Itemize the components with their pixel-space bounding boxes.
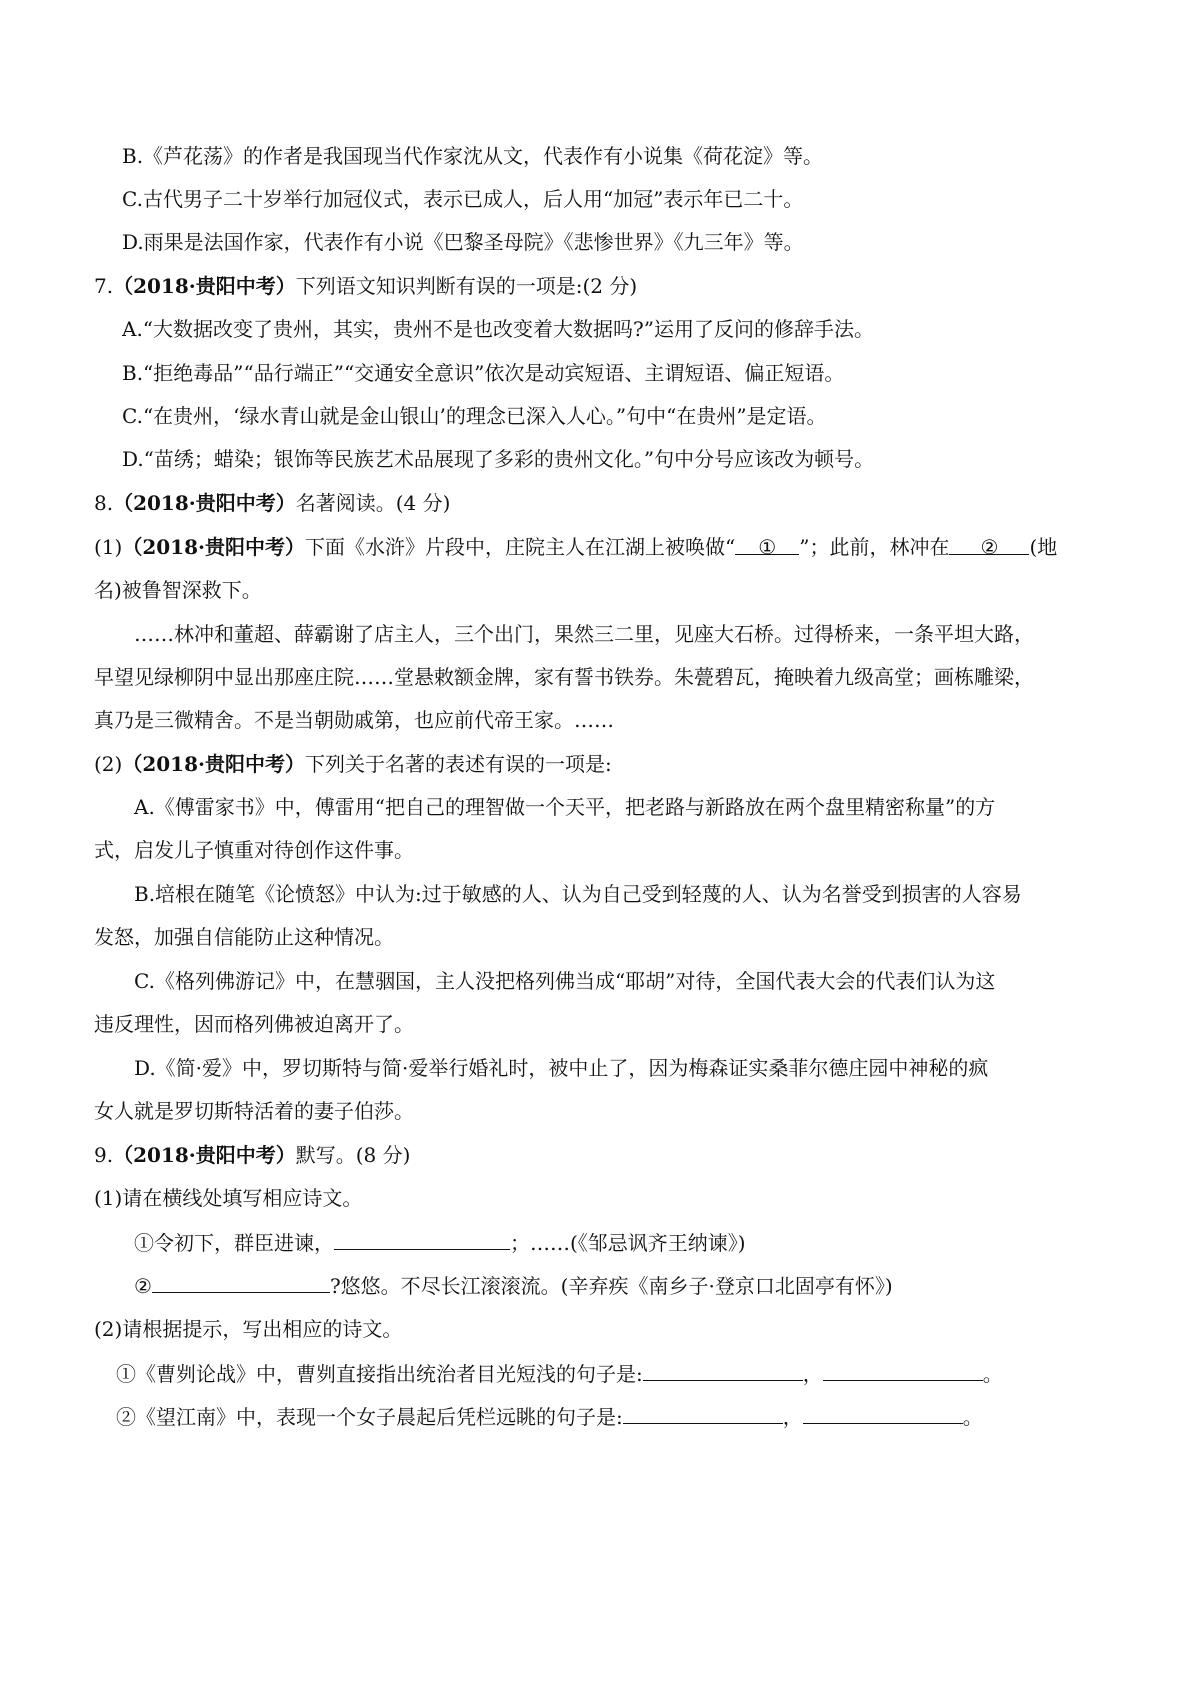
q9-l2-text-a: ② <box>134 1274 152 1298</box>
q8-part1-line2: 名)被鲁智深救下。 <box>94 578 262 602</box>
q6-option-d: D.雨果是法国作家，代表作有小说《巴黎圣母院》《悲惨世界》《九三年》等。 <box>122 230 804 254</box>
q7-option-d: D.“苗绣；蜡染；银饰等民族艺术品展现了多彩的贵州文化。”句中分号应该改为顿号。 <box>122 447 875 471</box>
q8-part2-source: （2018·贵阳中考） <box>122 752 305 776</box>
q9-l4-end: 。 <box>962 1405 983 1429</box>
q8-blank-1[interactable]: ① <box>735 534 799 555</box>
q7-number: 7. <box>94 274 114 298</box>
q9-source: （2018·贵阳中考） <box>113 1143 296 1167</box>
q9-part2-heading: (2)请根据提示，写出相应的诗文。 <box>94 1317 403 1341</box>
q9-l4-text-a: ②《望江南》中，表现一个女子晨起后凭栏远眺的句子是: <box>116 1405 623 1429</box>
q9-blank-3b[interactable] <box>823 1360 983 1381</box>
q9-blank-1[interactable] <box>334 1229 510 1250</box>
q9-number: 9. <box>94 1143 114 1167</box>
q8-passage-line2: 早望见绿柳阴中显出那座庄院……堂悬敕额金牌，家有誓书铁券。朱甍碧瓦，掩映着九级高堂；画栋雕梁， <box>94 665 1034 689</box>
q8-option-c-line1: C.《格列佛游记》中，在慧骃国，主人没把格列佛当成“耶胡”对待，全国代表大会的代表们认为这 <box>134 969 996 993</box>
q7-option-c: C.“在贵州，‘绿水青山就是金山银山’的理念已深入人心。”句中“在贵州”是定语。 <box>122 404 827 428</box>
q8-part1-prefix: (1) <box>94 535 123 559</box>
q9-l4-sep: ， <box>782 1405 803 1429</box>
q8-part1-source: （2018·贵阳中考） <box>122 535 305 559</box>
q8-option-a-line2: 式，启发儿子慎重对待创作这件事。 <box>94 838 414 862</box>
q9-l3-end: 。 <box>982 1362 1003 1386</box>
q7-heading <box>94 273 637 299</box>
q7-prompt: 下列语文知识判断有误的一项是:(2 分) <box>295 274 638 298</box>
q9-fill-line-2 <box>134 1272 893 1299</box>
q9-part1-heading: (1)请在横线处填写相应诗文。 <box>94 1186 363 1210</box>
q8-option-b-line1: B.培根在随笔《论愤怒》中认为:过于敏感的人、认为自己受到轻蔑的人、认为名誉受到损害的人容易 <box>134 882 1022 906</box>
q8-prompt: 名著阅读。(4 分) <box>295 491 451 515</box>
q8-option-d-line1: D.《简·爱》中，罗切斯特与简·爱举行婚礼时，被中止了，因为梅森证实桑菲尔德庄园中神秘的疯 <box>134 1056 989 1080</box>
q6-option-b: B.《芦花荡》的作者是我国现当代作家沈从文，代表作有小说集《荷花淀》等。 <box>122 144 824 168</box>
q9-blank-4b[interactable] <box>803 1403 963 1424</box>
q9-blank-3a[interactable] <box>643 1360 803 1381</box>
q6-option-c: C.古代男子二十岁举行加冠仪式，表示已成人，后人用“加冠”表示年已二十。 <box>122 187 804 211</box>
q9-fill-line-1 <box>134 1229 746 1256</box>
q8-part1-text-b: ”；此前，林冲在 <box>799 535 950 559</box>
q8-option-b-line2: 发怒，加强自信能防止这种情况。 <box>94 925 394 949</box>
q8-option-d-line2: 女人就是罗切斯特活着的妻子伯莎。 <box>94 1099 414 1123</box>
q9-blank-4a[interactable] <box>623 1403 783 1424</box>
q9-heading <box>94 1142 410 1168</box>
q7-option-a: A.“大数据改变了贵州，其实，贵州不是也改变着大数据吗?”运用了反问的修辞手法。 <box>122 317 874 341</box>
q9-fill-line-3 <box>116 1360 1003 1387</box>
q7-option-b: B.“拒绝毒品”“品行端正”“交通安全意识”依次是动宾短语、主谓短语、偏正短语。 <box>122 361 845 385</box>
q9-l2-text-b: ?悠悠。不尽长江滚滚流。(辛弃疾《南乡子·登京口北固亭有怀》) <box>329 1274 893 1298</box>
q9-l3-sep: ， <box>802 1362 823 1386</box>
q8-passage-line1: ……林冲和董超、薛霸谢了店主人，三个出门，果然三二里，见座大石桥。过得桥来，一条平坦大路， <box>134 622 1034 646</box>
q7-source: （2018·贵阳中考） <box>113 274 296 298</box>
q8-part1-text-c: (地 <box>1029 535 1058 559</box>
q8-source: （2018·贵阳中考） <box>113 491 296 515</box>
q8-part1-text-a: 下面《水浒》片段中，庄院主人在江湖上被唤做“ <box>304 535 736 559</box>
q8-heading <box>94 490 450 516</box>
q8-part2-prefix: (2) <box>94 752 123 776</box>
q9-prompt: 默写。(8 分) <box>295 1143 411 1167</box>
q9-fill-line-4 <box>116 1403 983 1430</box>
q8-blank-2[interactable]: ② <box>949 534 1029 555</box>
q8-option-a-line1: A.《傅雷家书》中，傅雷用“把自己的理智做一个天平，把老路与新路放在两个盘里精密称量”的方 <box>134 795 996 819</box>
q9-l1-text-a: ①令初下，群臣进谏， <box>134 1231 334 1255</box>
q8-option-c-line2: 违反理性，因而格列佛被迫离开了。 <box>94 1012 414 1036</box>
q8-part2-prompt: 下列关于名著的表述有误的一项是: <box>304 752 612 776</box>
q9-l3-text-a: ①《曹刿论战》中，曹刿直接指出统治者目光短浅的句子是: <box>116 1362 643 1386</box>
q8-passage-line3: 真乃是三微精舍。不是当朝勋戚第，也应前代帝王家。…… <box>94 708 614 732</box>
q9-l1-text-b: ；……(《邹忌讽齐王纳谏》) <box>510 1231 746 1255</box>
q9-blank-2[interactable] <box>152 1272 330 1293</box>
q8-number: 8. <box>94 491 114 515</box>
q8-part1-line1 <box>94 534 1057 560</box>
q8-part2-heading <box>94 751 612 777</box>
